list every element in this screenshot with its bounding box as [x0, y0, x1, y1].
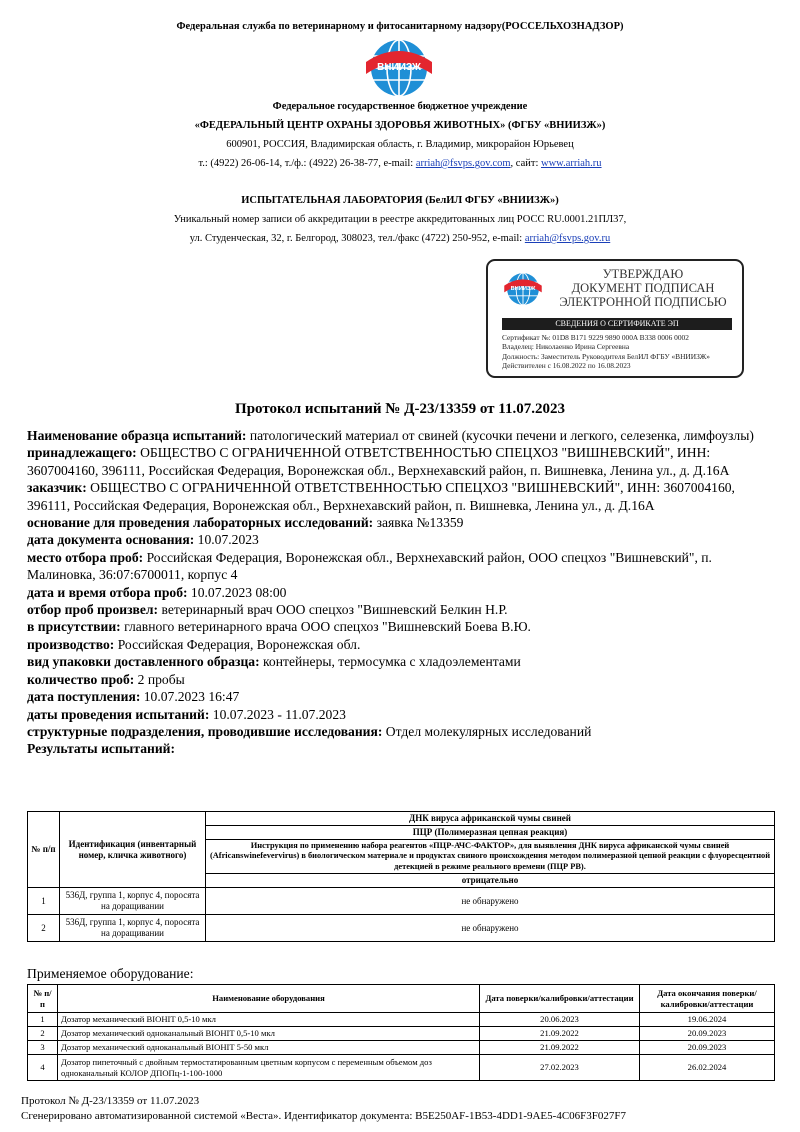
- row-id: 536Д, группа 1, корпус 4, поросята на доращивании: [60, 888, 206, 915]
- field-basis-date: дата документа основания: 10.07.2023: [27, 532, 259, 548]
- equip-col-date: Дата поверки/калибровки/аттестации: [480, 985, 640, 1013]
- lab-accreditation: Уникальный номер записи об аккредитации в реестре аккредитованных лиц РОСС RU.0001.21ПЛ37,: [173, 214, 627, 225]
- equipment-table: [27, 984, 775, 1081]
- stamp-line-signed: ДОКУМЕНТ ПОДПИСАН: [571, 281, 715, 295]
- equip-end: 20.09.2023: [640, 1027, 775, 1041]
- contacts-text: т.: (4922) 26-06-14, т./ф.: (4922) 26-38-77, e-mail:: [198, 158, 416, 169]
- field-received-date: дата поступления: 10.07.2023 16:47: [27, 689, 240, 705]
- field-sampling-place: место отбора проб: Российская Федерация, Воронежская обл., Верхнехавский район, ООО спецхоз "Вишневский", п. Малиновка, 36:07:6700011, корпус 4: [27, 549, 712, 583]
- table-row: [28, 1027, 775, 1041]
- row-num: 2: [28, 915, 60, 942]
- results-title: Результаты испытаний:: [27, 741, 176, 757]
- lab-email-link[interactable]: arriah@fsvps.gov.ru: [524, 233, 611, 244]
- institution-contacts: [0, 158, 800, 169]
- equip-date: 21.09.2022: [480, 1027, 640, 1041]
- equip-date: 27.02.2023: [480, 1055, 640, 1081]
- lab-address-text: ул. Студенческая, 32, г. Белгород, 308023, тел./факс (4722) 250-952, e-mail:: [189, 233, 525, 244]
- equip-col-end: Дата окончания поверки/калибровки/аттестации: [640, 985, 775, 1013]
- equip-date: 21.09.2022: [480, 1041, 640, 1055]
- equip-name: Дозатор пипеточный с двойным термостатированным цветным корпусом с переменным объемом доз одноканальный КОЛОР ДПОПц-1-100-1000: [58, 1055, 480, 1081]
- e-signature-stamp: [486, 259, 744, 378]
- footer-protocol: Протокол № Д-23/13359 от 11.07.2023: [21, 1095, 200, 1107]
- field-owner: принадлежащего: ОБЩЕСТВО С ОГРАНИЧЕННОЙ ОТВЕТСТВЕННОСТЬЮ СПЕЦХОЗ "ВИШНЕВСКИЙ", ИНН: 3607004160, 396111, Российская Федерация, Воронежская обл., Верхнехавский район, п. Вишневка, Ленина ул., д. Д.16А: [27, 445, 730, 478]
- field-sampled-by: отбор проб произвел: ветеринарный врач ООО спецхоз "Вишневский Белкин Н.Р.: [27, 602, 508, 618]
- site-link[interactable]: www.arriah.ru: [541, 158, 602, 169]
- lab-address: [0, 233, 800, 244]
- vniizzh-logo: [362, 38, 436, 98]
- instruction-header: Инструкция по применению набора реагентов «ПЦР-АЧС-ФАКТОР», для выявления ДНК вируса африканской чумы свиней (Africanswinefevervirus) в биологическом материале и продуктах свиного происхождения методом полимеразной цепной реакции с флуоресцентной детекцией в режиме реального времени (ПЦР РВ).: [206, 840, 775, 874]
- table-row: [28, 915, 775, 942]
- equip-end: 26.02.2024: [640, 1055, 775, 1081]
- equip-end: 20.09.2023: [640, 1041, 775, 1055]
- email-link[interactable]: arriah@fsvps.gov.com: [415, 158, 511, 169]
- equip-num: 2: [28, 1027, 58, 1041]
- site-prefix: , сайт:: [510, 158, 541, 169]
- equipment-caption: Применяемое оборудование:: [27, 966, 194, 981]
- lab-name: ИСПЫТАТЕЛЬНАЯ ЛАБОРАТОРИЯ (БелИЛ ФГБУ «ВНИИЗЖ»): [241, 195, 559, 206]
- col-num-header: № п/п: [28, 812, 60, 888]
- stamp-owner: Владелец: Николаенко Ирина Сергеевна: [502, 342, 630, 352]
- row-num: 1: [28, 888, 60, 915]
- field-sampling-datetime: дата и время отбора проб: 10.07.2023 08:00: [27, 584, 287, 600]
- stamp-validity: Действителен с 16.08.2022 по 16.08.2023: [502, 360, 631, 370]
- field-customer: заказчик: ОБЩЕСТВО С ОГРАНИЧЕННОЙ ОТВЕТСТВЕННОСТЬЮ СПЕЦХОЗ "ВИШНЕВСКИЙ", ИНН: 3607004160, 396111, Российская Федерация, Воронежская обл., Верхнехавский район, п. Вишневка, Ленина ул., д. Д.16А: [27, 480, 735, 513]
- equip-name: Дозатор механический одноканальный BIOHIT 5-50 мкл: [58, 1041, 480, 1055]
- agency-name: Федеральная служба по ветеринарному и фитосанитарному надзору(РОССЕЛЬХОЗНАДЗОР): [176, 21, 624, 32]
- indicator-header: ДНК вируса африканской чумы свиней: [206, 812, 775, 826]
- field-sample-name: Наименование образца испытаний: патологический материал от свиней (кусочки печени и легкого, селезенка, лимфоузлы): [27, 428, 754, 443]
- row-id: 536Д, группа 1, корпус 4, поросята на доращивании: [60, 915, 206, 942]
- norm-header: отрицательно: [206, 874, 775, 888]
- equip-col-name: Наименование оборудования: [58, 985, 480, 1013]
- table-row: [28, 1041, 775, 1055]
- equip-end: 19.06.2024: [640, 1013, 775, 1027]
- method-header: ПЦР (Полимеразная цепная реакция): [206, 826, 775, 840]
- equip-date: 20.06.2023: [480, 1013, 640, 1027]
- field-departments: структурные подразделения, проводившие исследования: Отдел молекулярных исследований: [27, 723, 592, 739]
- table-row: [28, 1055, 775, 1081]
- stamp-cert-number: Сертификат №: 01D8 B171 9229 9890 000A B338 0006 0002: [502, 333, 689, 342]
- logo-text: ВНИИЗЖ: [377, 62, 421, 73]
- institution-address: 600901, РОССИЯ, Владимирская область, г. Владимир, микрорайон Юрьевец: [226, 139, 574, 150]
- equip-num: 4: [28, 1055, 58, 1081]
- results-table: [27, 811, 775, 942]
- field-in-presence: в присутствии: главного ветеринарного врача ООО спецхоз "Вишневский Боева В.Ю.: [27, 619, 531, 635]
- stamp-position: Должность: Заместитель Руководителя БелИЛ ФГБУ «ВНИИЗЖ»: [502, 351, 710, 361]
- equip-num: 3: [28, 1041, 58, 1055]
- stamp-title: [544, 267, 742, 309]
- table-row: [28, 888, 775, 915]
- col-id-header: Идентификация (инвентарный номер, кличка животного): [60, 812, 206, 888]
- row-result: не обнаружено: [206, 888, 775, 915]
- stamp-cert-header: СВЕДЕНИЯ О СЕРТИФИКАТЕ ЭП: [502, 318, 732, 330]
- stamp-logo: [502, 271, 544, 307]
- protocol-title: Протокол испытаний № Д-23/13359 от 11.07.2023: [235, 401, 565, 417]
- stamp-details: [502, 333, 738, 370]
- equip-num: 1: [28, 1013, 58, 1027]
- field-basis: основание для проведения лабораторных исследований: заявка №13359: [27, 515, 464, 531]
- stamp-line-approve: УТВЕРЖДАЮ: [602, 267, 684, 281]
- field-test-dates: даты проведения испытаний: 10.07.2023 - 11.07.2023: [27, 706, 346, 722]
- svg-text:ВНИИЗЖ: ВНИИЗЖ: [510, 286, 536, 293]
- equip-name: Дозатор механический BIOHIT 0,5-10 мкл: [58, 1013, 480, 1027]
- equip-name: Дозатор механический одноканальный BIOHIT 0,5-10 мкл: [58, 1027, 480, 1041]
- field-production: производство: Российская Федерация, Воронежская обл.: [27, 636, 361, 652]
- equip-col-num: № п/п: [28, 985, 58, 1013]
- field-packaging: вид упаковки доставленного образца: контейнеры, термосумка с хладоэлементами: [27, 654, 521, 670]
- protocol-fields: [27, 427, 775, 758]
- row-result: не обнаружено: [206, 915, 775, 942]
- footer-generated: Сгенерировано автоматизированной системой «Веста». Идентификатор документа: B5E250AF-1B53-4DD1-9AE5-4C06F3F027F7: [21, 1110, 627, 1122]
- table-row: [28, 1013, 775, 1027]
- institution-name: «ФЕДЕРАЛЬНЫЙ ЦЕНТР ОХРАНЫ ЗДОРОВЬЯ ЖИВОТНЫХ» (ФГБУ «ВНИИЗЖ»): [194, 120, 606, 131]
- stamp-line-esign: ЭЛЕКТРОННОЙ ПОДПИСЬЮ: [559, 295, 727, 309]
- institution-type: Федеральное государственное бюджетное учреждение: [272, 101, 528, 112]
- field-sample-count: количество проб: 2 пробы: [27, 671, 185, 687]
